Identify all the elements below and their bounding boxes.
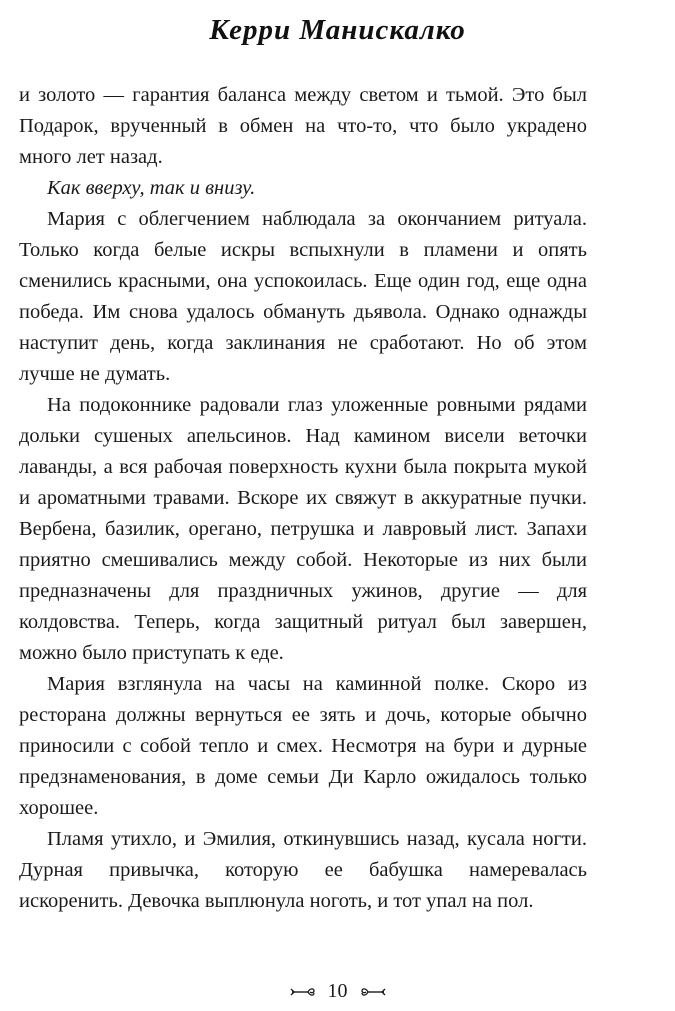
running-header-author: Керри Манискалко [209, 14, 466, 46]
paragraph-italic-epigraph: Как вверху, так и внизу. [47, 177, 256, 199]
paragraph: Мария с облегчением наблюдала за окончанием ритуала. Только когда белые искры вспыхнули в пламени и опять сменились красными, она успокоилась. Еще один год, еще одна победа. Им снова удалось обмануть дьявола. Однако однажды наступит день, когда заклинания не сработают. Но об этом лучше не думать. [19, 208, 587, 385]
body-text [19, 80, 587, 917]
paragraph-continuation: и золото — гарантия баланса между светом и тьмой. Это был Подарок, врученный в обмен на что-то, что было украдено много лет назад. [19, 84, 587, 168]
paragraph: Мария взглянула на часы на каминной полке. Скоро из ресторана должны вернуться ее зять и дочь, которые обычно приносили с собой тепло и смех. Несмотря на бури и дурные предзнаменования, в доме семьи Ди Карло ожидалось только хорошее. [19, 673, 587, 819]
fleuron-right-icon [360, 985, 386, 999]
paragraph: Пламя утихло, и Эмилия, откинувшись назад, кусала ногти. Дурная привычка, которую ее бабушка намеревалась искоренить. Девочка выплюнула ноготь, и тот упал на пол. [19, 828, 587, 912]
fleuron-left-icon [290, 985, 316, 999]
paragraph: На подоконнике радовали глаз уложенные ровными рядами дольки сушеных апельсинов. Над камином висели веточки лаванды, а вся рабочая поверхность кухни была покрыта мукой и ароматными травами. Вскоре их свяжут в аккуратные пучки. Вербена, базилик, орегано, петрушка и лавровый лист. Запахи приятно смешивались между собой. Некоторые из них были предназначены для праздничных ужинов, другие — для колдовства. Теперь, когда защитный ритуал был завершен, можно было приступать к еде. [19, 394, 587, 664]
page-footer [0, 980, 675, 1003]
page-number: 10 [327, 980, 348, 1002]
